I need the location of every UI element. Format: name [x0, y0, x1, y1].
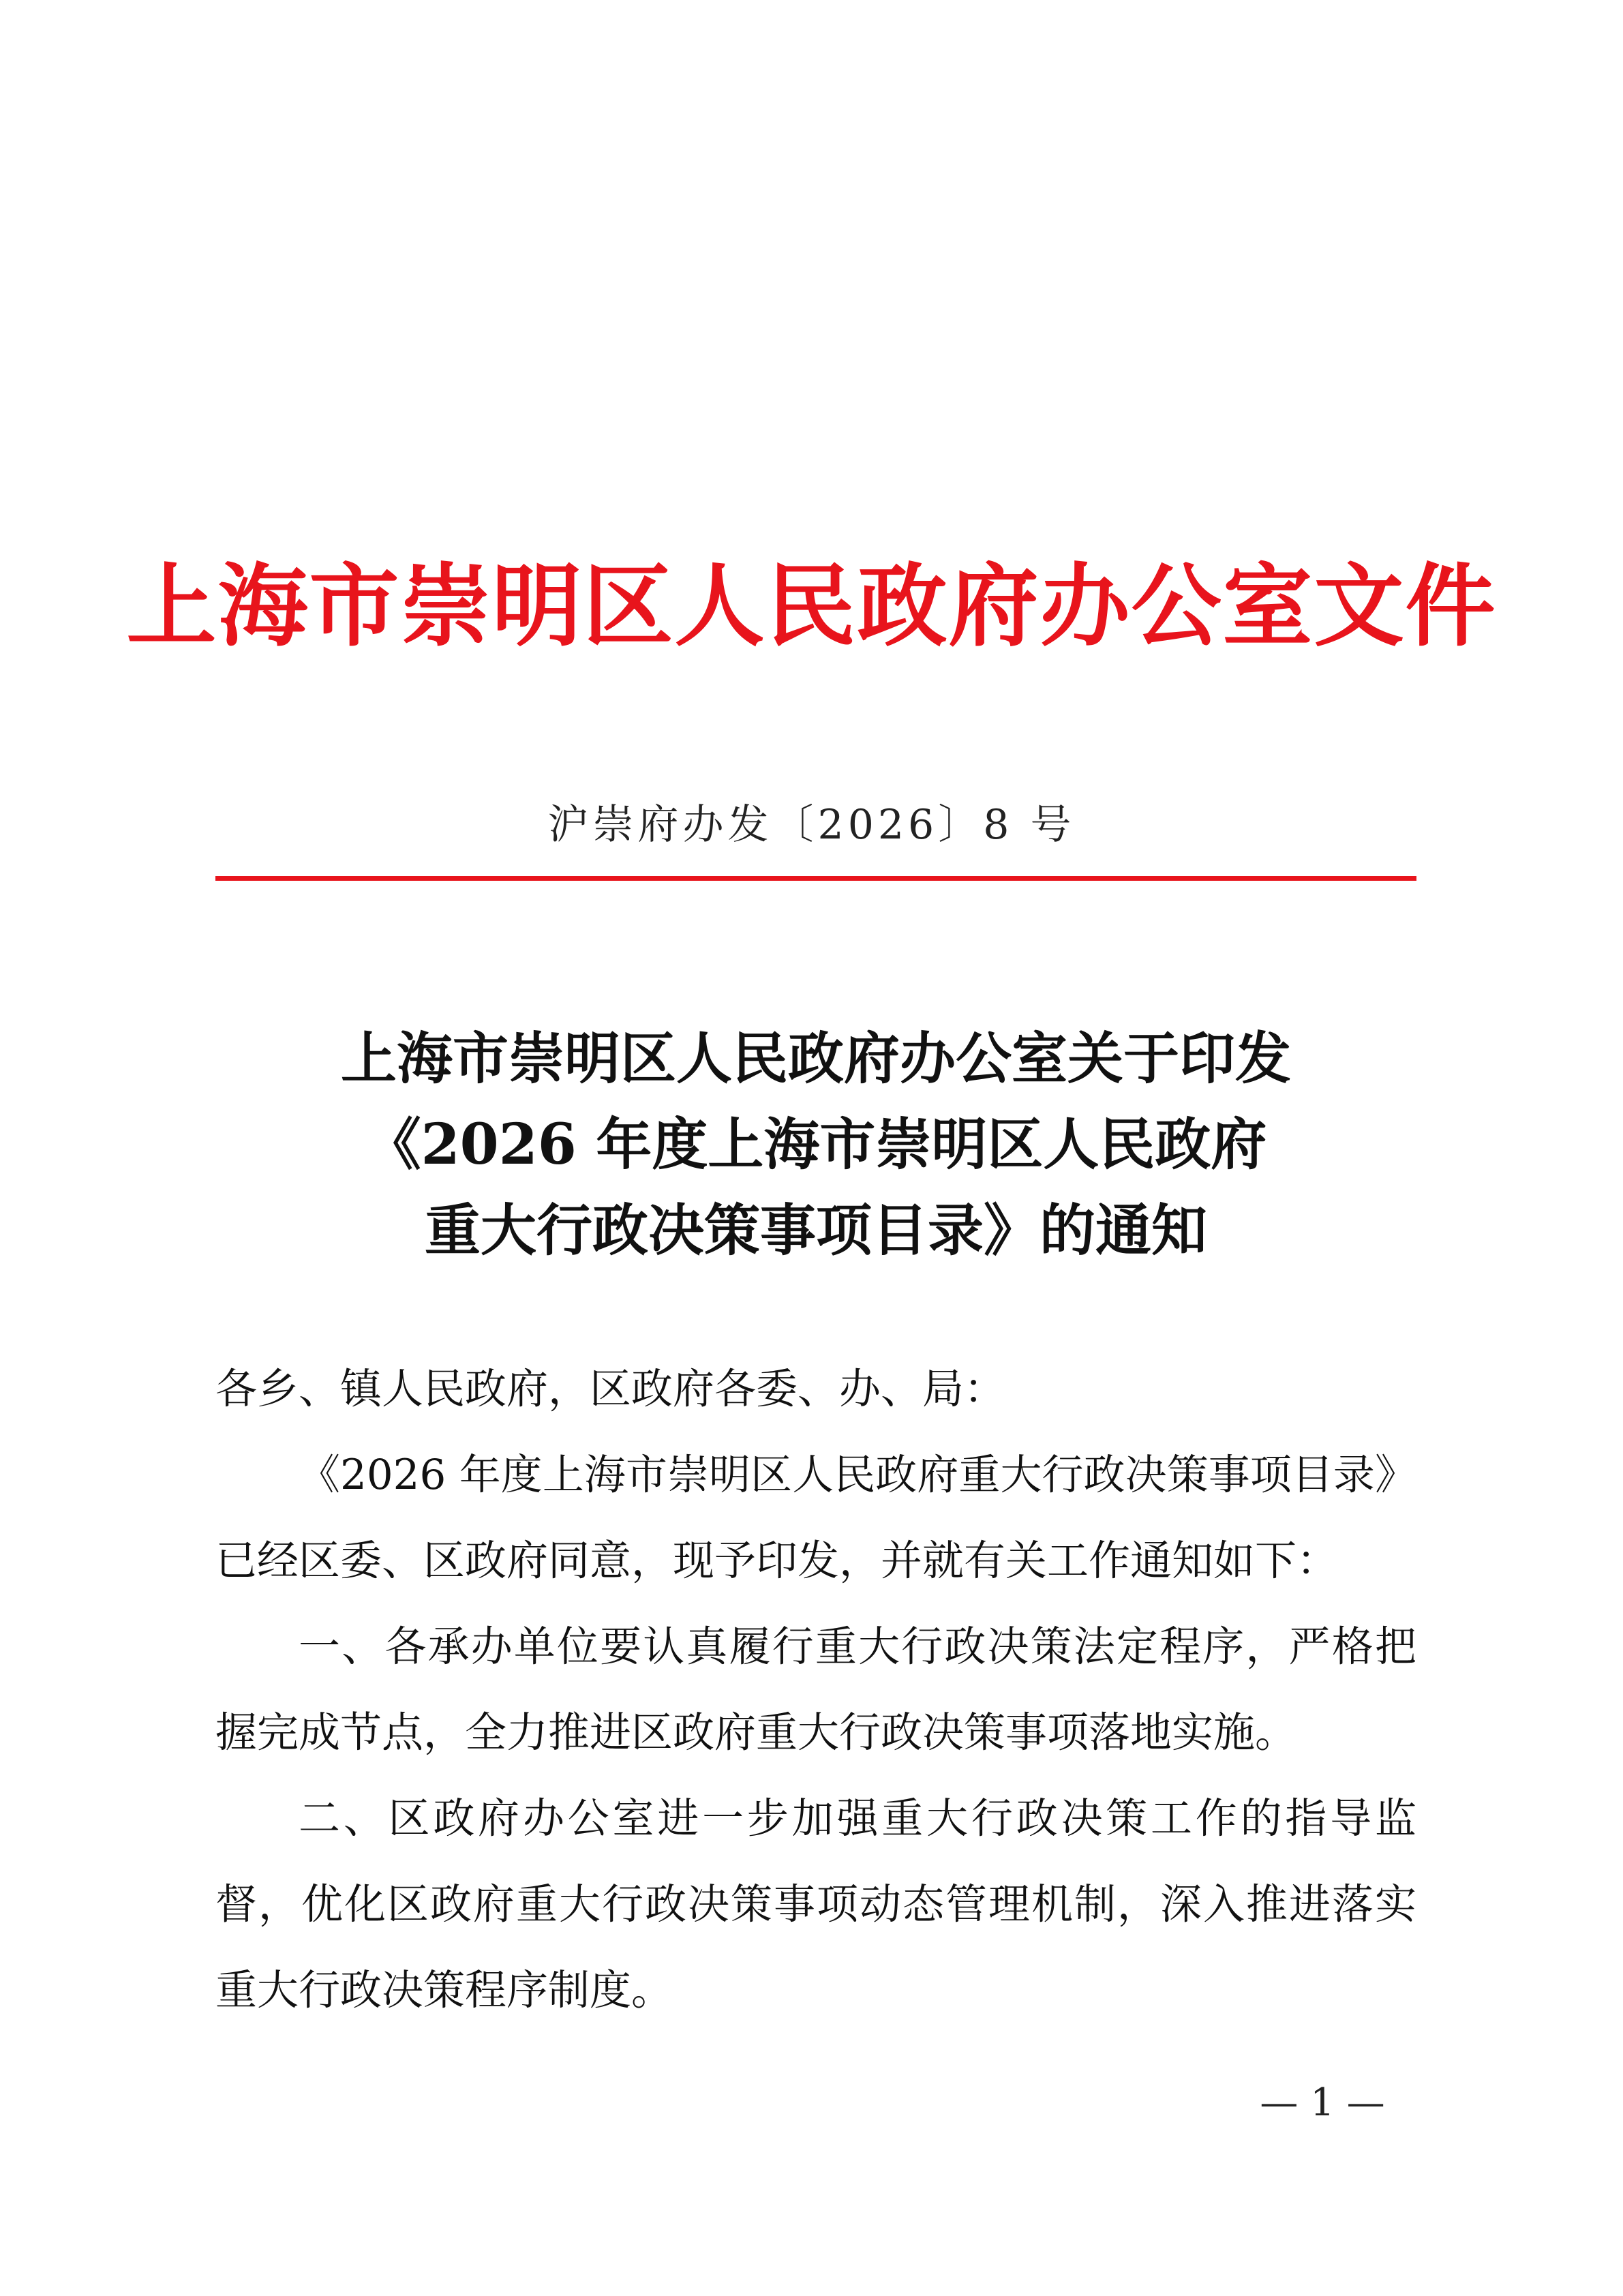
title-line-2: 《2026 年度上海市崇明区人民政府 — [365, 1112, 1267, 1177]
page-number: — 1 — — [1260, 2081, 1385, 2125]
document-number: 沪崇府办发〔2026〕8 号 — [547, 801, 1076, 849]
title-line-1: 上海市崇明区人民政府办公室关于印发 — [340, 1026, 1291, 1091]
red-separator-line — [215, 876, 1416, 881]
document-body — [215, 1346, 1416, 2034]
document-title — [215, 1016, 1416, 1273]
salutation: 各乡、镇人民政府，区政府各委、办、局： — [215, 1365, 1006, 1413]
title-line-3: 重大行政决策事项目录》的通知 — [424, 1198, 1207, 1263]
body-paragraph-1: 《2026 年度上海市崇明区人民政府重大行政决策事项目录》已经区委、区政府同意，现予印发，并就有关工作通知如下： — [215, 1451, 1416, 1585]
body-paragraph-3: 二、区政府办公室进一步加强重大行政决策工作的指导监督，优化区政府重大行政决策事项动态管理机制，深入推进落实重大行政决策程序制度。 — [215, 1794, 1416, 2014]
issuer-heading: 上海市崇明区人民政府办公室文件 — [126, 554, 1497, 659]
body-paragraph-2: 一、各承办单位要认真履行重大行政决策法定程序，严格把握完成节点，全力推进区政府重大行政决策事项落地实施。 — [215, 1622, 1416, 1757]
